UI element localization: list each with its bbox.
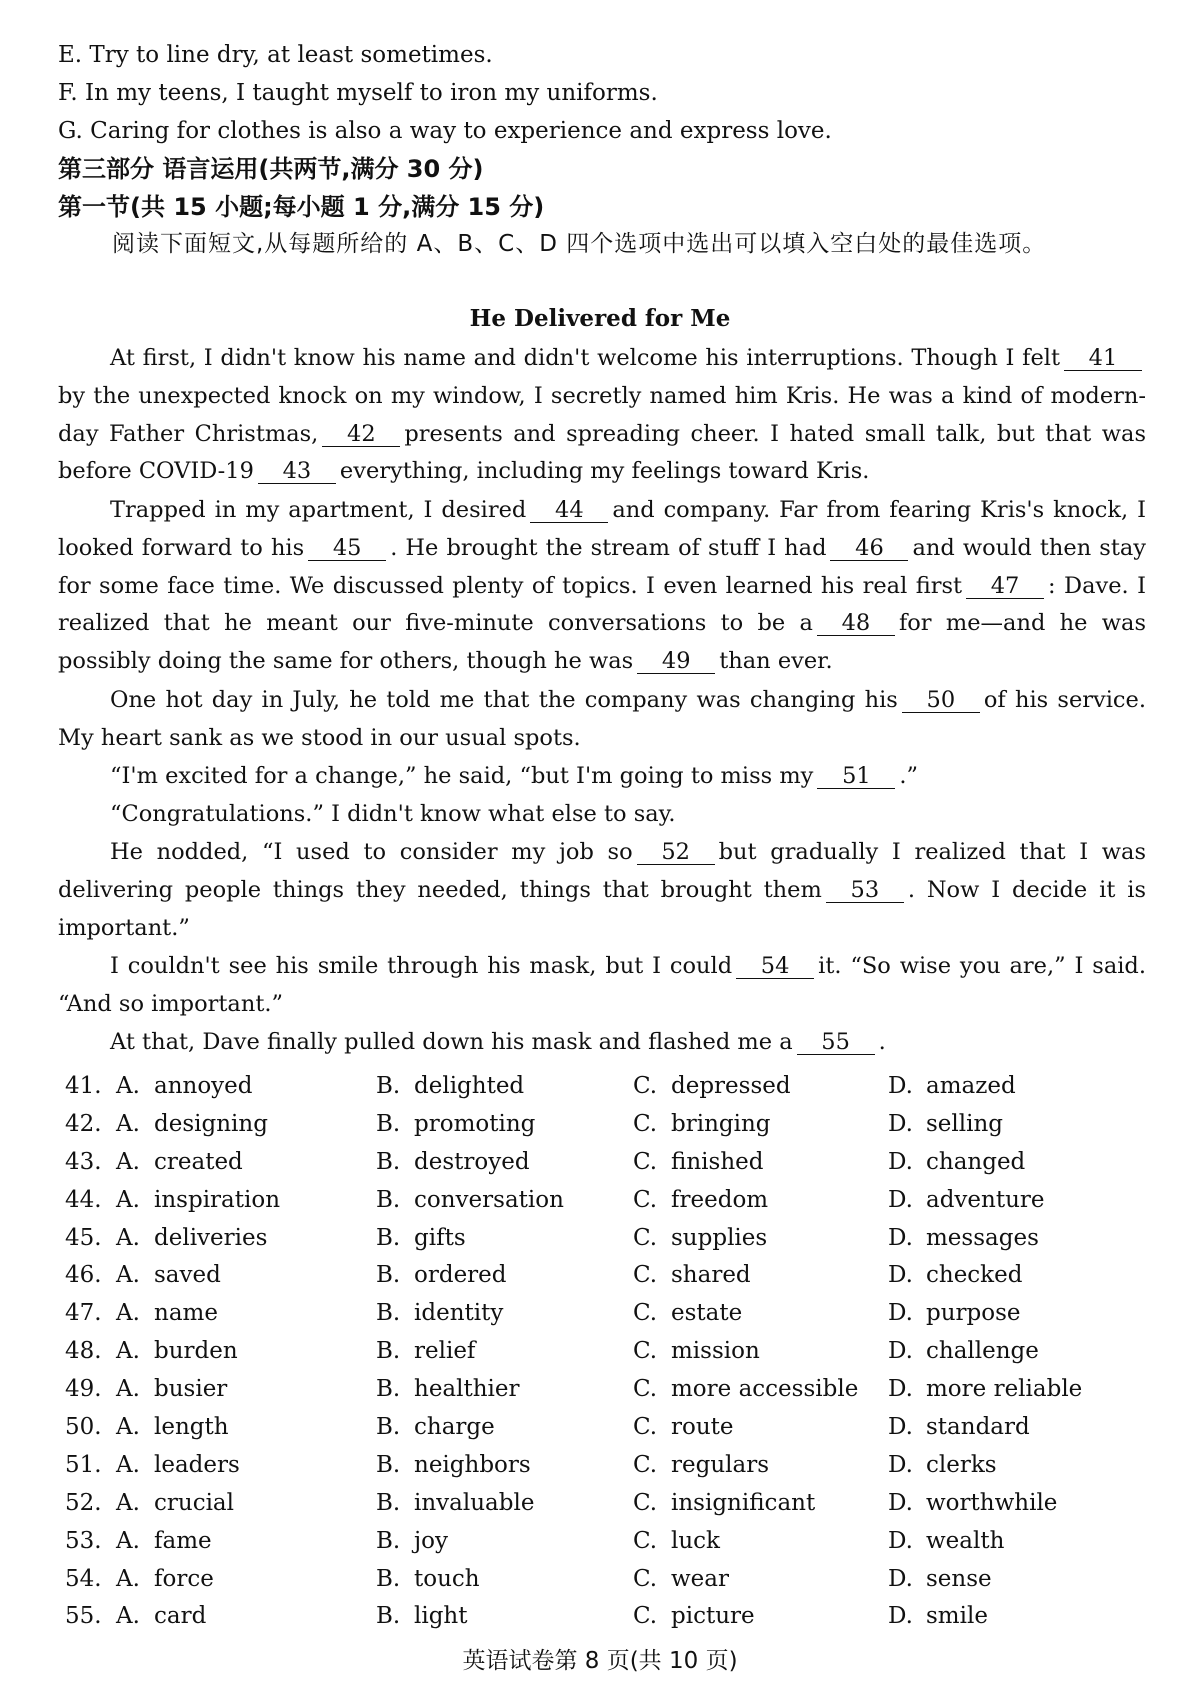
- option-text: checked: [926, 1262, 1023, 1289]
- blank-46: 46: [830, 536, 908, 561]
- option-text: delighted: [414, 1073, 525, 1099]
- option-text: deliveries: [154, 1224, 268, 1251]
- text: At that, Dave finally pulled down his mask and flashed me a: [110, 1029, 793, 1055]
- option-letter: D.: [888, 1565, 913, 1592]
- question-number: 51.: [65, 1451, 102, 1478]
- option-d: [888, 1295, 1021, 1333]
- text: than ever.: [719, 648, 833, 675]
- option-d: [888, 1409, 1030, 1447]
- paragraph-5: [58, 796, 1146, 834]
- option-text: inspiration: [154, 1186, 281, 1213]
- option-b: [376, 1144, 530, 1182]
- option-c: [633, 1106, 771, 1144]
- text: and would then stay for some face time. We discussed plenty of topics. I even learned his real first: [58, 534, 1146, 599]
- option-letter: C.: [633, 1489, 658, 1516]
- option-text: conversation: [414, 1186, 564, 1213]
- option-text: burden: [154, 1338, 238, 1365]
- option-text: insignificant: [671, 1489, 816, 1516]
- option-letter: B.: [376, 1527, 401, 1554]
- option-letter: B.: [376, 1489, 401, 1516]
- option-text: supplies: [671, 1224, 768, 1251]
- option-text: saved: [154, 1262, 221, 1289]
- option-letter: A.: [116, 1414, 140, 1441]
- option-a: [116, 1371, 227, 1409]
- option-c: [633, 1598, 755, 1636]
- option-letter: B.: [376, 1451, 401, 1478]
- option-c: [633, 1144, 763, 1182]
- option-letter: B.: [376, 1262, 401, 1289]
- blank-43: 43: [258, 459, 336, 484]
- text: I couldn't see his smile through his mask, but I could: [110, 953, 733, 979]
- question-number: 55.: [65, 1603, 102, 1630]
- option-text: length: [154, 1414, 229, 1441]
- text: . Now I decide it is important.”: [58, 876, 1146, 941]
- option-letter: B.: [376, 1186, 401, 1213]
- paragraph-7: [58, 948, 1146, 1024]
- option-text: shared: [671, 1262, 751, 1289]
- option-text: healthier: [414, 1376, 520, 1403]
- option-a: [116, 1523, 212, 1561]
- option-letter: D.: [888, 1262, 913, 1289]
- option-letter: D.: [888, 1489, 913, 1516]
- option-a: [116, 1295, 218, 1333]
- option-letter: B.: [376, 1376, 401, 1403]
- text: but gradually I realized that I was delivering people things they needed, things that brought them: [58, 839, 1146, 903]
- option-c: [633, 1257, 751, 1295]
- text: “Congratulations.” I didn't know what else to say.: [110, 801, 676, 827]
- option-letter: A.: [116, 1110, 140, 1137]
- blank-47: 47: [966, 574, 1044, 599]
- blank-53: 53: [826, 878, 904, 903]
- option-letter: B.: [376, 1338, 401, 1365]
- option-letter: C.: [633, 1527, 658, 1554]
- option-text: busier: [154, 1376, 228, 1403]
- option-d: [888, 1144, 1025, 1182]
- paragraph-1: [58, 340, 1146, 491]
- option-letter: C.: [633, 1376, 658, 1403]
- option-text: promoting: [414, 1110, 536, 1137]
- text: One hot day in July, he told me that the company was changing his: [110, 687, 898, 713]
- option-c: [633, 1333, 760, 1371]
- option-letter: A.: [116, 1527, 140, 1554]
- option-letter: D.: [888, 1300, 913, 1327]
- option-text: challenge: [926, 1338, 1039, 1365]
- option-text: estate: [671, 1300, 743, 1327]
- option-c: [633, 1409, 734, 1447]
- option-letter: C.: [633, 1603, 658, 1630]
- option-letter: A.: [116, 1224, 140, 1251]
- question-number: 46.: [65, 1262, 102, 1289]
- text: He nodded, “I used to consider my job so: [110, 839, 633, 865]
- option-c: [633, 1220, 767, 1258]
- option-letter: A.: [116, 1489, 140, 1516]
- option-text: sense: [926, 1565, 992, 1592]
- question-number: 43.: [65, 1148, 102, 1175]
- option-letter: B.: [376, 1110, 401, 1137]
- option-letter: B.: [376, 1224, 401, 1251]
- option-text: invaluable: [414, 1489, 535, 1516]
- question-number: 42.: [65, 1110, 102, 1137]
- question-number: 41.: [65, 1073, 102, 1099]
- option-a: [116, 1068, 253, 1106]
- question-number: 45.: [65, 1224, 102, 1251]
- instructions: 阅读下面短文,从每题所给的 A、B、C、D 四个选项中选出可以填入空白处的最佳选项。: [112, 231, 1047, 257]
- option-letter: A.: [116, 1262, 140, 1289]
- option-text: bringing: [671, 1110, 771, 1137]
- option-letter: D.: [888, 1451, 913, 1478]
- question-number: 49.: [65, 1376, 102, 1403]
- option-c: [633, 1447, 769, 1485]
- option-text: designing: [154, 1110, 268, 1137]
- option-letter: A.: [116, 1376, 140, 1403]
- option-letter: B.: [376, 1414, 401, 1441]
- question-number: 53.: [65, 1527, 102, 1554]
- option-text: mission: [671, 1338, 760, 1365]
- option-text: card: [154, 1603, 207, 1630]
- paragraph-4: [58, 758, 1146, 796]
- option-a: [116, 1409, 229, 1447]
- option-text: messages: [926, 1224, 1039, 1251]
- text: Trapped in my apartment, I desired: [110, 497, 527, 523]
- option-b: [376, 1106, 535, 1144]
- question-row: [58, 1333, 1158, 1371]
- text: .”: [899, 763, 919, 789]
- question-row: [58, 1561, 1158, 1599]
- option-letter: C.: [633, 1262, 658, 1289]
- option-letter: B.: [376, 1565, 401, 1592]
- option-a: [116, 1485, 234, 1523]
- option-text: freedom: [671, 1186, 769, 1213]
- option-letter: C.: [633, 1224, 658, 1251]
- text: by the unexpected knock on my window, I secretly named him Kris. He was a kind of modern-day Father Christmas,: [58, 382, 1146, 447]
- blank-52: 52: [637, 840, 715, 865]
- option-b: [376, 1447, 531, 1485]
- page-footer: 英语试卷第 8 页(共 10 页): [462, 1648, 738, 1674]
- option-e-sentence: E. Try to line dry, at least sometimes.: [58, 42, 493, 68]
- option-letter: C.: [633, 1148, 658, 1175]
- blank-48: 48: [817, 611, 895, 636]
- option-letter: B.: [376, 1603, 401, 1630]
- text: for me—and he was possibly doing the same for others, though he was: [58, 610, 1147, 675]
- option-b: [376, 1220, 466, 1258]
- option-text: neighbors: [414, 1451, 531, 1478]
- option-text: joy: [414, 1527, 448, 1554]
- option-d: [888, 1220, 1039, 1258]
- question-number: 54.: [65, 1565, 102, 1592]
- option-text: route: [671, 1414, 734, 1441]
- option-text: clerks: [926, 1451, 997, 1478]
- text: everything, including my feelings toward Kris.: [339, 458, 870, 485]
- option-letter: B.: [376, 1148, 401, 1175]
- blank-45: 45: [308, 536, 386, 561]
- option-text: purpose: [926, 1300, 1021, 1327]
- option-text: created: [154, 1148, 243, 1175]
- option-letter: C.: [633, 1300, 658, 1327]
- option-letter: C.: [633, 1414, 658, 1441]
- option-d: [888, 1598, 988, 1636]
- option-text: force: [154, 1565, 214, 1592]
- option-b: [376, 1485, 534, 1523]
- blank-51: 51: [817, 764, 895, 789]
- question-number: 47.: [65, 1300, 102, 1327]
- question-row: [58, 1220, 1158, 1258]
- option-letter: B.: [376, 1073, 401, 1099]
- question-number: 48.: [65, 1338, 102, 1365]
- option-letter: D.: [888, 1338, 913, 1365]
- option-c: [633, 1295, 742, 1333]
- option-letter: A.: [116, 1148, 140, 1175]
- option-c: [633, 1523, 720, 1561]
- option-text: leaders: [154, 1451, 240, 1478]
- option-a: [116, 1333, 238, 1371]
- text: .: [878, 1029, 886, 1055]
- blank-49: 49: [637, 649, 715, 674]
- option-c: [633, 1371, 858, 1409]
- option-text: selling: [926, 1110, 1004, 1137]
- option-text: adventure: [926, 1186, 1045, 1213]
- option-a: [116, 1257, 221, 1295]
- question-row: [58, 1068, 1158, 1106]
- option-text: fame: [154, 1527, 212, 1554]
- option-letter: D.: [888, 1110, 913, 1137]
- question-row: [58, 1257, 1158, 1295]
- option-text: standard: [926, 1414, 1030, 1441]
- option-letter: C.: [633, 1186, 658, 1213]
- text: : Dave. I realized that he meant our five-minute conversations to be a: [58, 572, 1146, 637]
- option-b: [376, 1182, 564, 1220]
- question-row: [58, 1295, 1158, 1333]
- option-text: changed: [926, 1148, 1026, 1175]
- question-row: [58, 1106, 1158, 1144]
- text: presents and spreading cheer. I hated small talk, but that was before COVID-19: [58, 420, 1146, 485]
- question-number: 50.: [65, 1414, 102, 1441]
- question-row: [58, 1144, 1158, 1182]
- option-a: [116, 1144, 243, 1182]
- option-d: [888, 1523, 1004, 1561]
- paragraph-6: [58, 834, 1146, 947]
- option-letter: D.: [888, 1603, 913, 1630]
- option-text: identity: [414, 1300, 504, 1327]
- option-letter: A.: [116, 1451, 140, 1478]
- option-c: [633, 1561, 729, 1599]
- option-d: [888, 1106, 1003, 1144]
- option-text: touch: [414, 1565, 480, 1592]
- blank-44: 44: [530, 498, 608, 523]
- option-a: [116, 1561, 214, 1599]
- paragraph-8: [58, 1024, 1146, 1062]
- option-a: [116, 1220, 267, 1258]
- option-text: worthwhile: [926, 1489, 1058, 1516]
- text: of his service. My heart sank as we stood in our usual spots.: [58, 687, 1146, 751]
- option-letter: A.: [116, 1300, 140, 1327]
- question-row: [58, 1523, 1158, 1561]
- text: it. “So wise you are,” I said. “And so important.”: [58, 953, 1146, 1017]
- question-row: [58, 1371, 1158, 1409]
- option-b: [376, 1371, 520, 1409]
- blank-42: 42: [322, 422, 400, 447]
- text: and company. Far from fearing Kris's knock, I looked forward to his: [58, 497, 1146, 561]
- option-text: charge: [414, 1414, 495, 1441]
- option-d: [888, 1447, 997, 1485]
- question-row: [58, 1485, 1158, 1523]
- option-letter: A.: [116, 1338, 140, 1365]
- option-a: [116, 1447, 240, 1485]
- blank-54: 54: [736, 954, 814, 979]
- option-text: smile: [926, 1603, 988, 1630]
- option-text: amazed: [926, 1073, 1016, 1099]
- option-b: [376, 1561, 480, 1599]
- option-letter: D.: [888, 1224, 913, 1251]
- section-heading: 第一节(共 15 小题;每小题 1 分,满分 15 分): [58, 193, 545, 221]
- blank-41: 41: [1064, 346, 1142, 371]
- option-letter: D.: [888, 1414, 913, 1441]
- option-c: [633, 1182, 768, 1220]
- option-d: [888, 1257, 1022, 1295]
- question-row: [58, 1409, 1158, 1447]
- option-letter: A.: [116, 1603, 140, 1630]
- option-text: relief: [414, 1338, 476, 1365]
- option-text: light: [414, 1603, 468, 1630]
- option-d: [888, 1485, 1057, 1523]
- option-letter: D.: [888, 1148, 913, 1175]
- option-text: regulars: [671, 1451, 770, 1478]
- option-text: crucial: [154, 1489, 234, 1516]
- question-row: [58, 1182, 1158, 1220]
- option-text: gifts: [414, 1224, 466, 1251]
- option-d: [888, 1333, 1039, 1371]
- option-text: wealth: [926, 1527, 1005, 1554]
- option-d: [888, 1068, 1016, 1106]
- option-a: [116, 1106, 268, 1144]
- option-b: [376, 1295, 503, 1333]
- option-b: [376, 1068, 524, 1106]
- text: At first, I didn't know his name and didn't welcome his interruptions. Though I felt: [110, 345, 1060, 371]
- blank-50: 50: [902, 688, 980, 713]
- paragraph-3: [58, 682, 1146, 758]
- text: “I'm excited for a change,” he said, “but I'm going to miss my: [110, 763, 814, 789]
- blank-55: 55: [797, 1030, 875, 1055]
- option-letter: C.: [633, 1110, 658, 1137]
- option-letter: D.: [888, 1376, 913, 1403]
- option-text: finished: [671, 1148, 764, 1175]
- option-a: [116, 1598, 206, 1636]
- option-letter: C.: [633, 1073, 658, 1099]
- option-d: [888, 1561, 992, 1599]
- option-letter: D.: [888, 1186, 913, 1213]
- passage-title: He Delivered for Me: [469, 305, 731, 332]
- option-letter: C.: [633, 1451, 658, 1478]
- option-letter: D.: [888, 1527, 913, 1554]
- option-text: annoyed: [154, 1073, 253, 1099]
- option-letter: A.: [116, 1186, 140, 1213]
- text: . He brought the stream of stuff I had: [390, 534, 827, 561]
- option-text: depressed: [671, 1073, 791, 1099]
- option-c: [633, 1485, 815, 1523]
- option-letter: C.: [633, 1565, 658, 1592]
- option-f-sentence: F. In my teens, I taught myself to iron my uniforms.: [58, 80, 658, 106]
- option-text: luck: [671, 1527, 720, 1554]
- option-b: [376, 1257, 507, 1295]
- option-b: [376, 1523, 448, 1561]
- option-d: [888, 1182, 1045, 1220]
- option-b: [376, 1409, 495, 1447]
- option-text: more accessible: [671, 1376, 859, 1403]
- option-text: destroyed: [414, 1148, 530, 1175]
- option-letter: C.: [633, 1338, 658, 1365]
- option-text: picture: [671, 1603, 755, 1630]
- option-b: [376, 1598, 468, 1636]
- option-d: [888, 1371, 1082, 1409]
- answer-options: [58, 1068, 1158, 1636]
- option-letter: D.: [888, 1073, 913, 1099]
- option-a: [116, 1182, 280, 1220]
- option-text: more reliable: [926, 1376, 1083, 1403]
- question-row: [58, 1447, 1158, 1485]
- question-number: 44.: [65, 1186, 102, 1213]
- option-text: ordered: [414, 1262, 507, 1289]
- option-b: [376, 1333, 475, 1371]
- option-g-sentence: G. Caring for clothes is also a way to experience and express love.: [58, 118, 832, 144]
- option-c: [633, 1068, 791, 1106]
- question-row: [58, 1598, 1158, 1636]
- paragraph-2: [58, 492, 1146, 681]
- question-number: 52.: [65, 1489, 102, 1516]
- option-text: name: [154, 1300, 218, 1327]
- option-letter: B.: [376, 1300, 401, 1327]
- option-letter: A.: [116, 1565, 140, 1592]
- part-heading: 第三部分 语言运用(共两节,满分 30 分): [58, 155, 484, 183]
- option-text: wear: [671, 1565, 730, 1592]
- option-letter: A.: [116, 1073, 140, 1099]
